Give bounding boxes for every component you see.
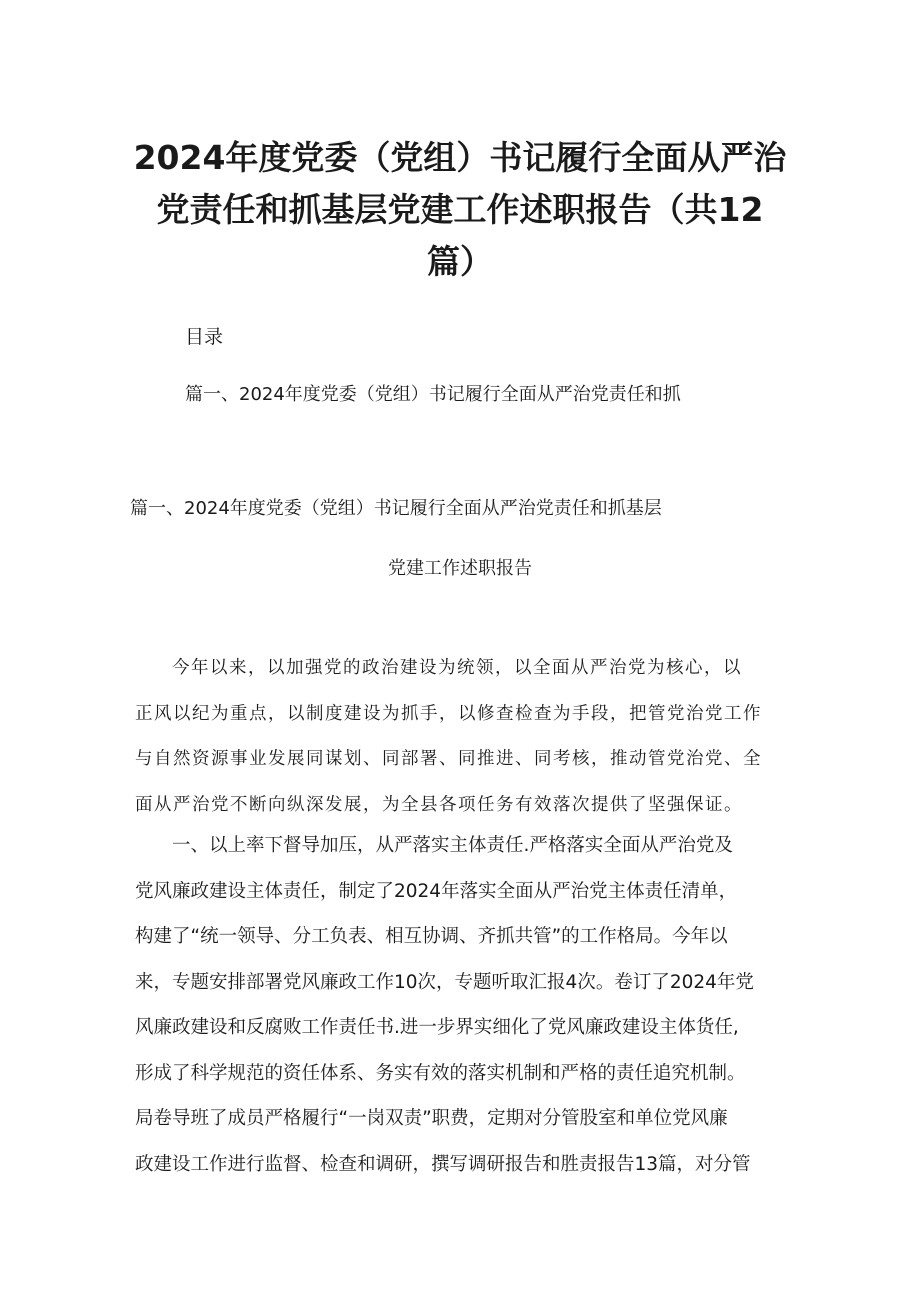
toc-heading: 目录 — [185, 326, 224, 348]
paragraph-intro — [135, 646, 790, 828]
paragraph-line: 一、以上率下督导加压，从严落实主体责任.严格落实全面从严治党及 — [172, 835, 733, 856]
paragraph-line: 正风以纪为重点，以制度建设为抓手，以修查检查为手段，把管党治党工作 — [135, 703, 762, 724]
paragraph-line: 形成了科学规范的资任体系、务实有效的落实机制和严格的责任追究机制。 — [135, 1062, 746, 1084]
paragraph-line: 与自然资源事业发展同谋划、同部署、同推进、同考核，推动管党治党、全 — [135, 749, 762, 769]
paragraph-line: 政建设工作进行监督、检查和调研，撰写调研报告和胜责报告13篇，对分管 — [135, 1153, 751, 1175]
paragraph-line: 构建了“统一领导、分工负表、相互协调、齐抓共管”的工作格局。今年以 — [135, 926, 728, 947]
paragraph-line: 今年以来，以加强党的政治建设为统领，以全面从严治党为核心，以 — [172, 658, 742, 678]
section-title-line: 党建工作述职报告 — [388, 558, 532, 579]
paragraph-line: 面从严治党不断向纵深发展，为全县各项任务有效落次提供了坚强保证。 — [135, 794, 743, 815]
paragraph-section-one — [135, 823, 790, 1187]
toc-item[interactable]: 篇一、2024年度党委（党组）书记履行全面从严治党责任和抓 — [185, 384, 681, 405]
document-title — [110, 132, 810, 288]
title-line: 2024年度党委（党组）书记履行全面从严治 — [133, 138, 787, 177]
paragraph-line: 风廉政建设和反腐败工作责任书.进一步界实细化了党风廉政建设主体货任, — [135, 1017, 739, 1038]
paragraph-line: 党风廉政建设主体责任，制定了2024年落实全面从严治党主体责任清单， — [135, 880, 738, 902]
paragraph-line: 局卷导班了成员严格履行“一岗双责”职费，定期对分管股室和单位党风廉 — [135, 1108, 728, 1129]
title-line: 党责任和抓基层党建工作述职报告（共12 — [156, 190, 764, 229]
title-line: 篇） — [427, 242, 493, 281]
section-title-line: 篇一、2024年度党委（党组）书记履行全面从严治党责任和抓基层 — [130, 498, 662, 519]
paragraph-line: 来，专题安排部署党风廉政工作10次，专题听取汇报4次。卷订了2024年党 — [135, 971, 754, 993]
